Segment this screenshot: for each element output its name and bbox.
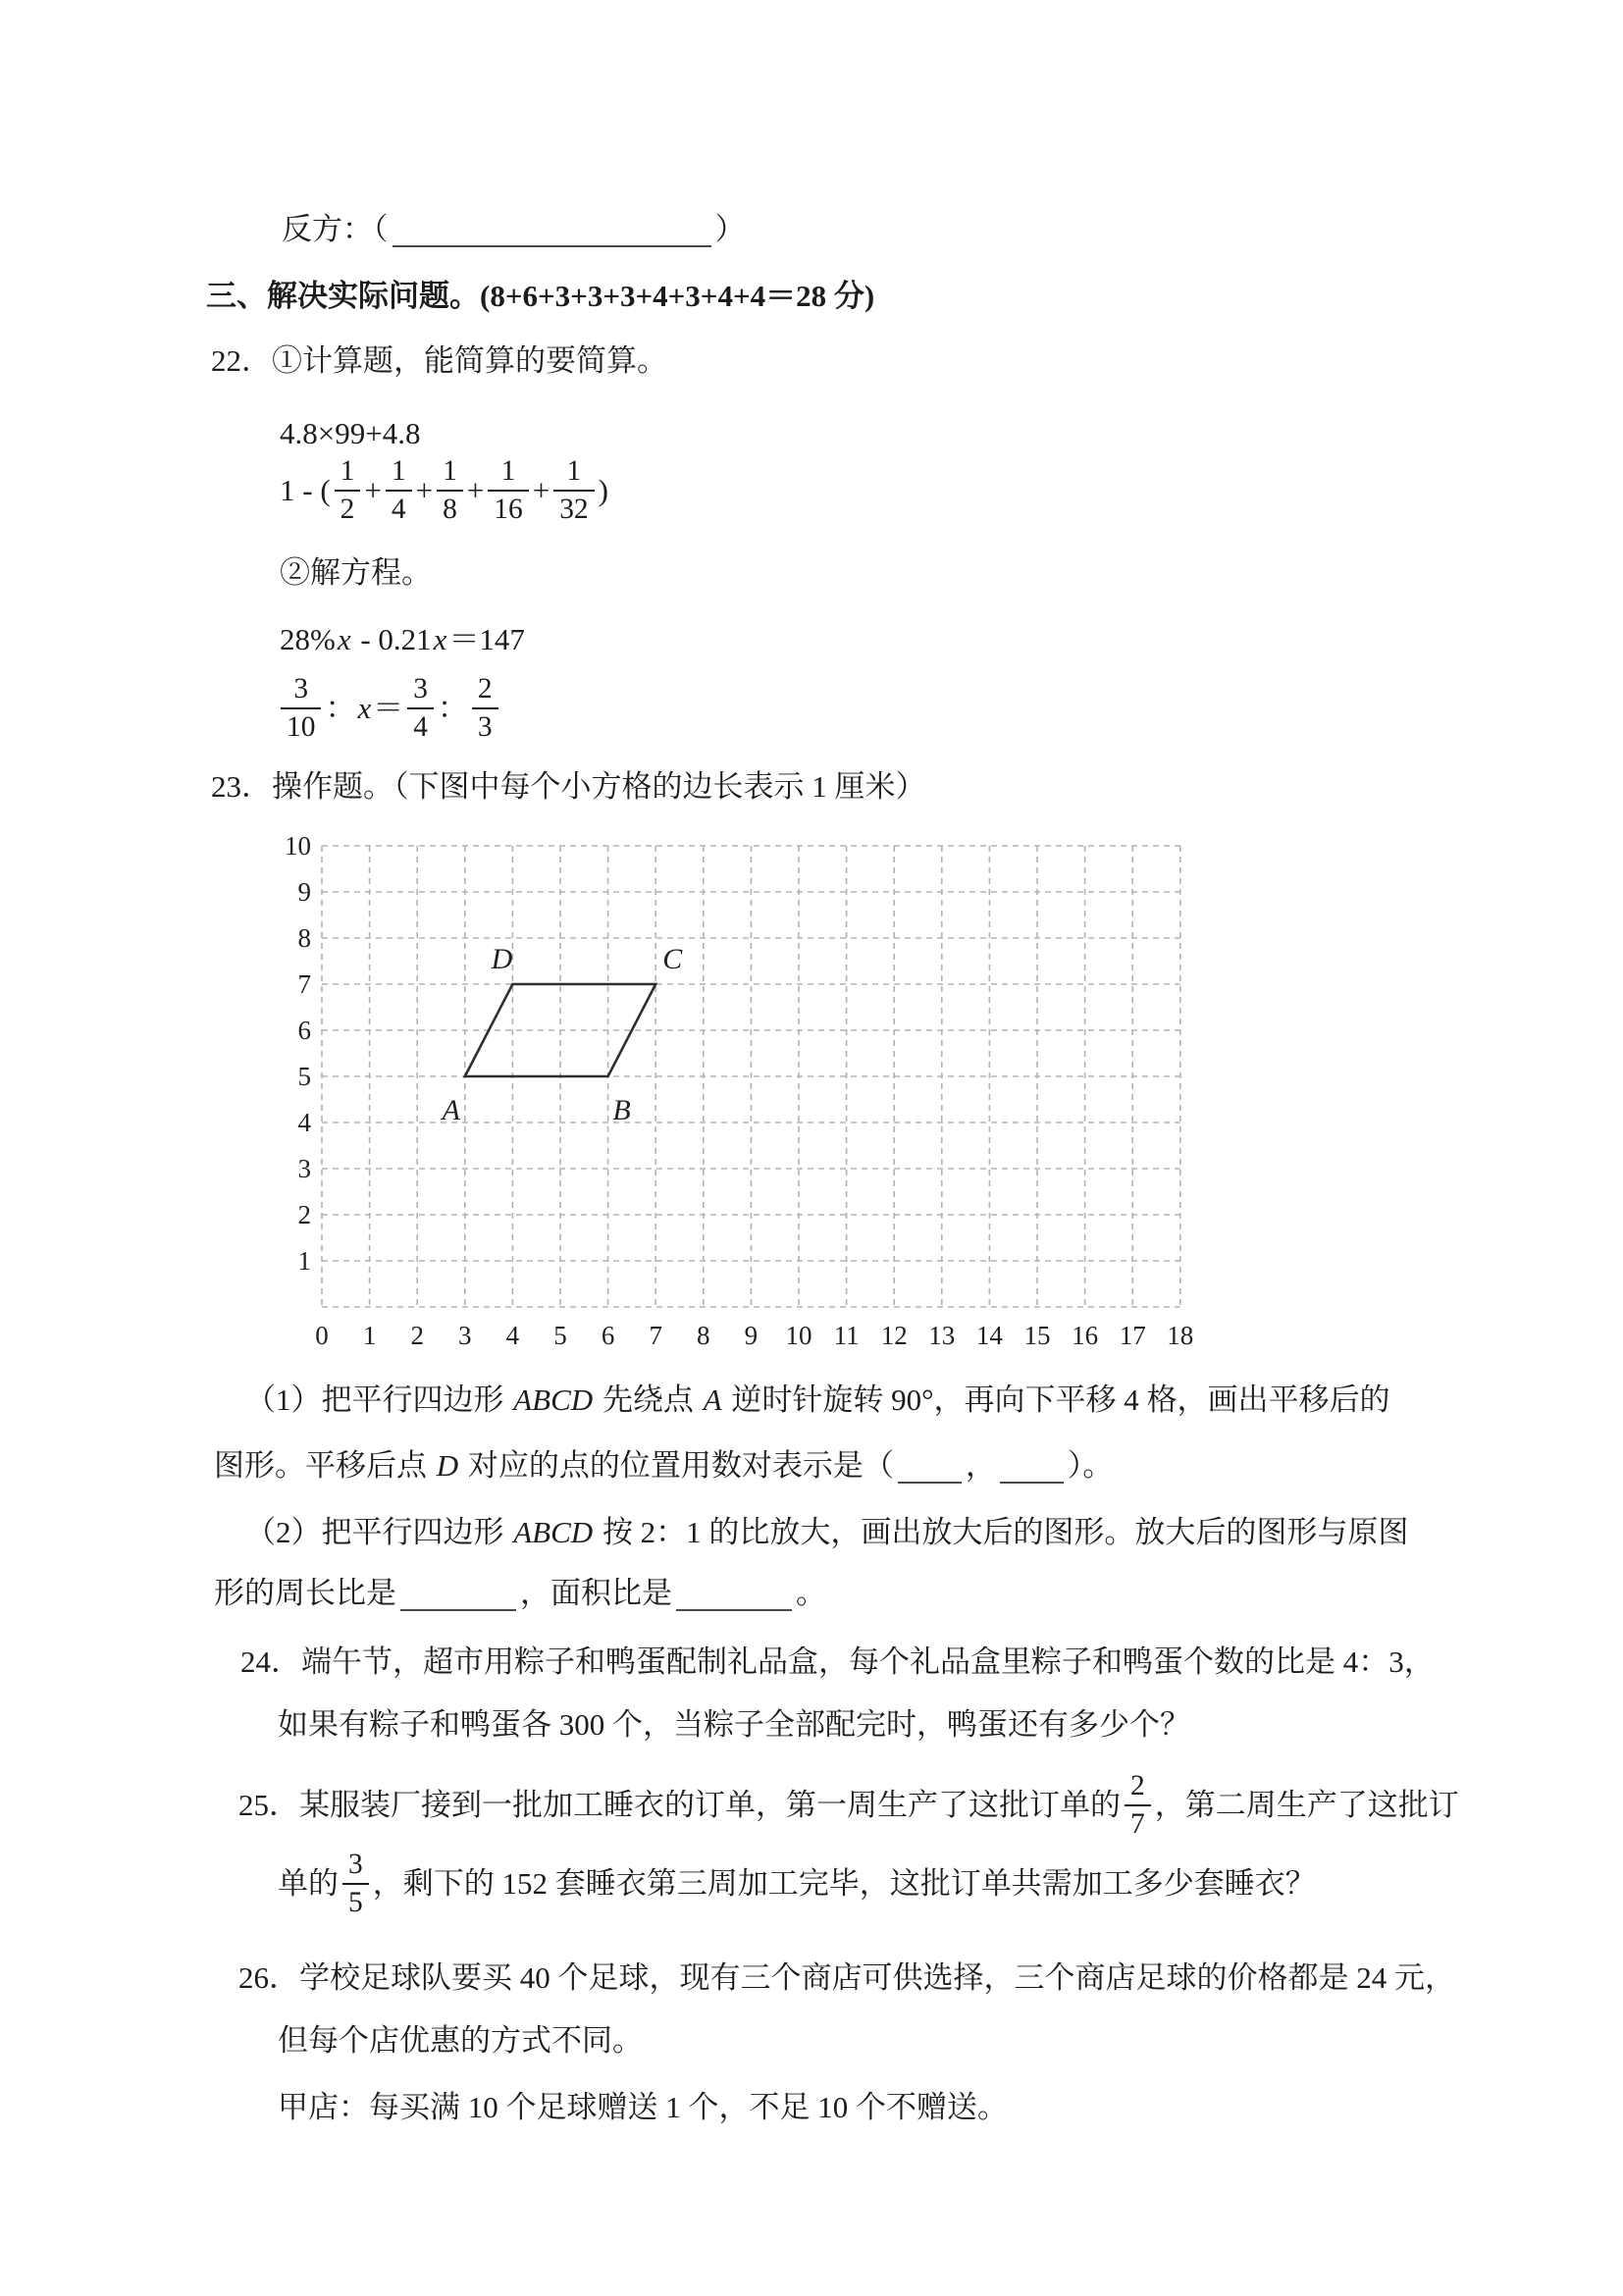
y-axis-tick-label: 10 — [285, 831, 311, 861]
text-segment: 三、解决实际问题。(8+6+3+3+3+4+3+4+4＝28 分) — [206, 279, 875, 313]
fraction-denominator: 2 — [335, 490, 361, 525]
text-segment: 对应的点的位置用数对表示是（ — [460, 1448, 894, 1483]
text-segment: ） — [714, 212, 746, 246]
text-segment: + — [415, 473, 434, 507]
problem-25-line-2 — [278, 1845, 1316, 1923]
problem-23-q1-line-2 — [214, 1444, 1113, 1487]
x-axis-tick-label: 10 — [785, 1321, 812, 1350]
text-segment: ，第二周生产了这批订 — [1154, 1788, 1459, 1822]
fraction-numerator: 2 — [477, 673, 493, 705]
section-three-heading — [206, 275, 874, 318]
x-axis-tick-label: 12 — [880, 1321, 908, 1350]
text-segment: 形的周长比是 — [214, 1576, 396, 1610]
italic-segment: x — [337, 622, 351, 656]
fraction-denominator: 10 — [281, 707, 321, 743]
text-segment: 单的 — [278, 1866, 339, 1901]
italic-segment: x — [433, 622, 447, 656]
text-segment: 按 2：1 的比放大，画出放大后的图形。放大后的图形与原图 — [595, 1515, 1409, 1549]
text-segment: 。 — [796, 1576, 826, 1610]
text-segment: 4.8×99+4.8 — [280, 416, 421, 450]
text-segment: 但每个店优惠的方式不同。 — [278, 2023, 643, 2058]
x-axis-tick-label: 8 — [697, 1321, 710, 1350]
text-segment: ②解方程。 — [280, 555, 432, 590]
y-axis-tick-label: 3 — [297, 1154, 311, 1183]
text-segment: 先绕点 — [595, 1383, 702, 1417]
x-axis-tick-label: 3 — [458, 1321, 472, 1350]
text-segment: 甲店：每买满 10 个足球赠送 1 个，不足 10 个不赠送。 — [278, 2090, 1008, 2124]
fraction — [472, 674, 498, 743]
text-segment: ) — [598, 473, 608, 507]
text-segment: 24．端午节，超市用粽子和鸭蛋配制礼品盒，每个礼品盒里粽子和鸭蛋个数的比是 4：3， — [240, 1644, 1435, 1679]
fraction — [488, 456, 528, 525]
fraction-numerator: 3 — [293, 673, 309, 705]
vertex-label-D: D — [491, 943, 513, 975]
answer-blank — [1000, 1448, 1064, 1484]
x-axis-tick-label: 16 — [1072, 1321, 1099, 1350]
fraction-numerator: 1 — [443, 455, 457, 488]
text-segment: + — [532, 473, 550, 507]
answer-blank — [393, 212, 711, 247]
problem-26-line-3 — [278, 2086, 1008, 2129]
y-axis-tick-label: 5 — [297, 1062, 311, 1091]
italic-segment: ABCD — [513, 1515, 594, 1549]
fraction — [386, 456, 412, 525]
coordinate-grid-figure — [236, 819, 1217, 1369]
y-axis-tick-label: 4 — [297, 1108, 311, 1137]
text-segment: ，剩下的 152 套睡衣第三周加工完毕，这批订单共需加工多少套睡衣？ — [372, 1866, 1316, 1901]
fraction-numerator: 1 — [391, 455, 406, 488]
problem-23-q2-line-1 — [245, 1511, 1408, 1554]
text-segment: 逆时针旋转 90°，再向下平移 4 格，画出平移后的 — [723, 1383, 1390, 1417]
fraction-denominator: 3 — [472, 707, 498, 743]
text-segment: 25．某服装厂接到一批加工睡衣的订单，第一周生产了这批订单的 — [238, 1788, 1121, 1822]
problem-25-line-1 — [238, 1766, 1459, 1845]
text-segment: ： — [437, 691, 468, 725]
text-segment: 23．操作题。（下图中每个小方格的边长表示 1 厘米） — [211, 769, 926, 804]
italic-segment: D — [436, 1448, 459, 1483]
italic-segment: x — [357, 691, 372, 725]
problem-24-line-2 — [278, 1703, 1190, 1747]
y-axis-tick-label: 7 — [297, 969, 311, 999]
x-axis-tick-label: 2 — [410, 1321, 424, 1350]
fraction — [335, 456, 361, 525]
y-axis-tick-label: 6 — [297, 1016, 311, 1045]
x-axis-tick-label: 9 — [744, 1321, 759, 1350]
text-segment: ）。 — [1067, 1448, 1114, 1483]
vertex-label-A: A — [442, 1094, 460, 1126]
fraction-numerator: 3 — [348, 1849, 363, 1881]
x-axis-tick-label: 6 — [601, 1321, 615, 1350]
x-axis-tick-label: 11 — [833, 1321, 860, 1350]
fraction-numerator: 2 — [1130, 1770, 1145, 1802]
fraction — [407, 674, 434, 743]
text-segment: 22．①计算题，能简算的要简算。 — [211, 343, 667, 378]
fraction — [1125, 1771, 1151, 1840]
fraction-denominator: 16 — [488, 490, 528, 525]
text-segment: 28% — [280, 622, 336, 656]
x-axis-tick-label: 4 — [505, 1321, 520, 1350]
x-axis-tick-label: 0 — [315, 1321, 329, 1350]
problem-23-heading — [211, 765, 926, 809]
y-axis-tick-label: 8 — [297, 923, 311, 953]
text-segment: + — [466, 473, 485, 507]
x-axis-tick-label: 1 — [362, 1321, 377, 1350]
text-segment: ： — [325, 691, 356, 725]
fraction-numerator: 1 — [340, 455, 355, 488]
coordinate-grid — [236, 819, 1217, 1369]
text-segment: - 0.21 — [352, 622, 432, 656]
vertex-label-B: B — [612, 1094, 631, 1126]
x-axis-tick-label: 17 — [1119, 1321, 1146, 1350]
answer-blank — [898, 1448, 962, 1484]
italic-segment: A — [703, 1383, 722, 1417]
problem-24-line-1 — [240, 1641, 1435, 1684]
italic-segment: ABCD — [513, 1383, 594, 1417]
fraction-numerator: 3 — [413, 673, 428, 705]
text-segment: ＝147 — [448, 622, 525, 656]
text-segment: 26．学校足球队要买 40 个足球，现有三个商店可供选择，三个商店足球的价格都是 24 元， — [238, 1960, 1455, 1995]
fraction-denominator: 5 — [342, 1883, 369, 1918]
solve-equation-label — [280, 551, 432, 595]
fill-blank-fanfang-line — [282, 208, 746, 251]
answer-blank — [400, 1576, 516, 1611]
problem-23-q2-line-2 — [214, 1572, 826, 1615]
y-axis-tick-label: 9 — [297, 877, 311, 907]
expression-fraction-sum — [280, 451, 608, 530]
text-segment: ， — [965, 1448, 996, 1483]
fraction-denominator: 4 — [407, 707, 434, 743]
x-axis-tick-label: 14 — [975, 1321, 1003, 1350]
answer-blank — [676, 1576, 792, 1611]
text-segment: （2）把平行四边形 — [245, 1515, 512, 1549]
fraction — [342, 1850, 369, 1918]
fraction-numerator: 1 — [566, 455, 582, 488]
y-axis-tick-label: 2 — [297, 1200, 311, 1229]
fraction — [437, 456, 463, 525]
text-segment: 图形。平移后点 — [214, 1448, 435, 1483]
fraction-denominator: 4 — [386, 490, 412, 525]
x-axis-tick-label: 7 — [649, 1321, 662, 1350]
text-segment: ＝ — [373, 691, 404, 725]
equation-percent — [280, 618, 525, 661]
fraction-denominator: 32 — [553, 490, 594, 525]
text-segment: 反方：（ — [282, 212, 389, 246]
fraction-denominator: 7 — [1125, 1804, 1151, 1840]
y-axis-tick-label: 1 — [297, 1246, 311, 1276]
x-axis-tick-label: 18 — [1167, 1321, 1194, 1350]
problem-22-heading — [211, 339, 667, 383]
problem-26-line-1 — [238, 1957, 1455, 2000]
equation-ratio — [277, 669, 502, 748]
x-axis-tick-label: 15 — [1023, 1321, 1051, 1350]
fraction-numerator: 1 — [500, 455, 516, 488]
text-segment: + — [364, 473, 382, 507]
x-axis-tick-label: 5 — [553, 1321, 567, 1350]
vertex-label-C: C — [662, 943, 683, 975]
fraction — [281, 674, 321, 743]
problem-23-q1-line-1 — [245, 1379, 1390, 1422]
fraction — [553, 456, 594, 525]
text-segment: 1 - ( — [280, 473, 331, 507]
text-segment: ，面积比是 — [520, 1576, 672, 1610]
problem-26-line-2 — [278, 2019, 643, 2062]
expression-multiply — [280, 412, 420, 455]
text-segment: （1）把平行四边形 — [245, 1383, 512, 1417]
text-segment: 如果有粽子和鸭蛋各 300 个，当粽子全部配完时，鸭蛋还有多少个？ — [278, 1707, 1190, 1742]
x-axis-tick-label: 13 — [928, 1321, 956, 1350]
fraction-denominator: 8 — [437, 490, 463, 525]
